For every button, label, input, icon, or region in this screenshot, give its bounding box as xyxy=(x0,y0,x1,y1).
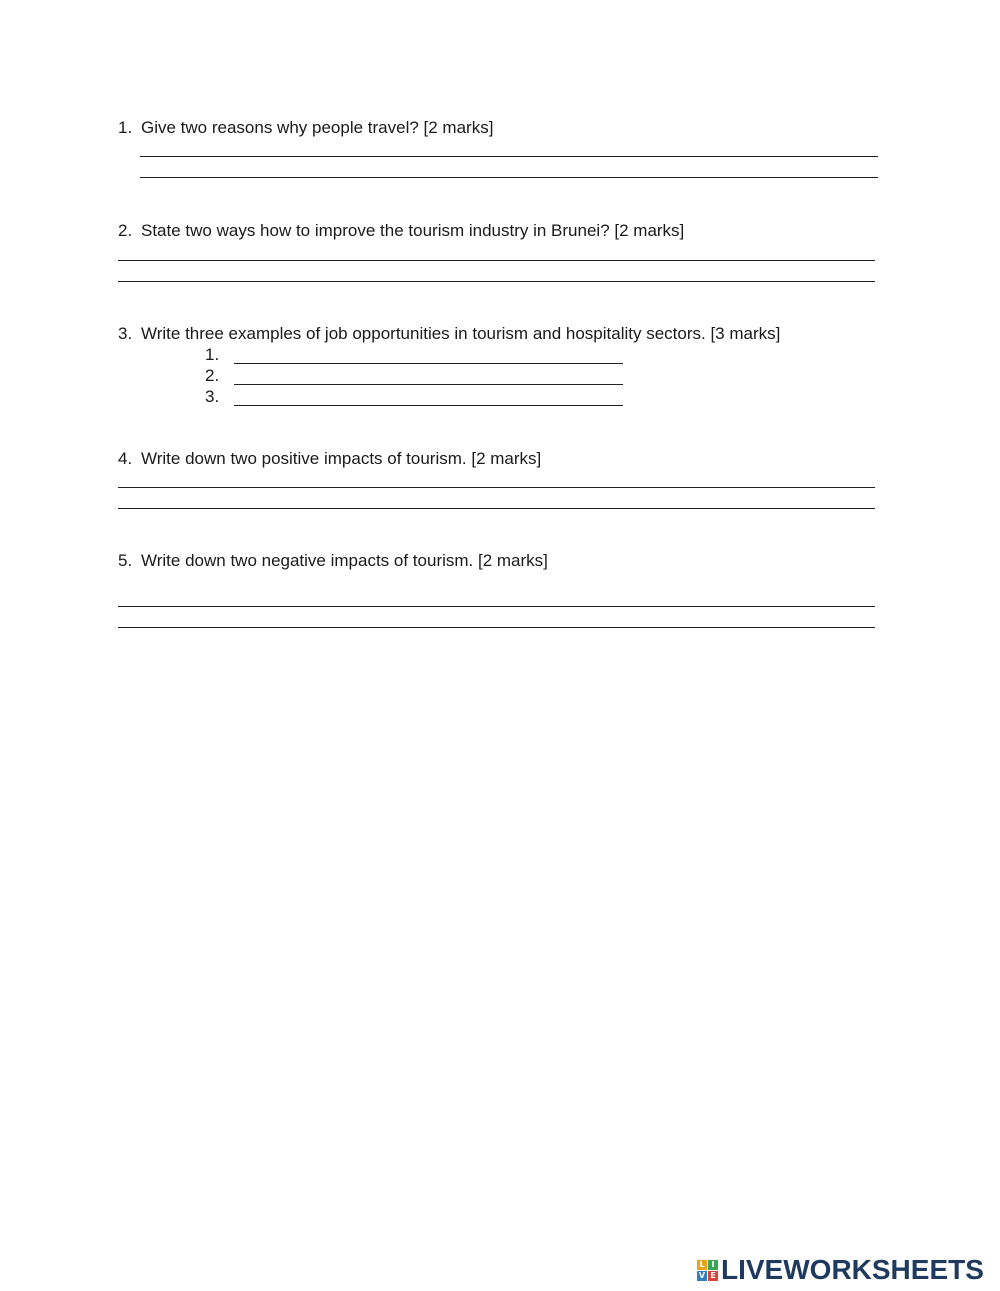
question-1-number: 1. xyxy=(118,118,133,137)
answer-line-1a[interactable] xyxy=(140,156,878,157)
question-2-text: State two ways how to improve the tourism industry in Brunei? [2 marks] xyxy=(141,221,685,240)
answer-line-1b[interactable] xyxy=(140,177,878,178)
question-3-subitem-2-number: 2. xyxy=(205,366,220,385)
logo-letter-v: V xyxy=(698,1270,706,1280)
question-5-text: Write down two negative impacts of tourism. [2 marks] xyxy=(141,551,548,570)
question-1-text: Give two reasons why people travel? [2 marks] xyxy=(141,118,494,137)
question-3-subitem-1-number: 1. xyxy=(205,345,220,364)
question-3-number: 3. xyxy=(118,324,133,343)
answer-line-2b[interactable] xyxy=(118,281,875,282)
answer-line-2a[interactable] xyxy=(118,260,875,261)
question-3-text: Write three examples of job opportunities in tourism and hospitality sectors. [3 marks] xyxy=(141,324,781,343)
answer-line-3-2[interactable] xyxy=(234,384,623,385)
liveworksheets-logo xyxy=(697,1255,984,1285)
question-4-text: Write down two positive impacts of tourism. [2 marks] xyxy=(141,449,542,468)
answer-line-5a[interactable] xyxy=(118,606,875,607)
question-4-number: 4. xyxy=(118,449,133,468)
logo-letter-l: L xyxy=(697,1260,707,1270)
logo-letter-i: I xyxy=(708,1260,718,1270)
logo-letter-e: E xyxy=(708,1271,718,1281)
answer-line-3-1[interactable] xyxy=(234,363,623,364)
question-3-subitem-3-number: 3. xyxy=(205,387,220,406)
answer-line-3-3[interactable] xyxy=(234,405,623,406)
answer-line-4b[interactable] xyxy=(118,508,875,509)
question-5-number: 5. xyxy=(118,551,133,570)
question-2-number: 2. xyxy=(118,221,133,240)
answer-line-4a[interactable] xyxy=(118,487,875,488)
logo-wordmark: LIVEWORKSHEETS xyxy=(721,1254,984,1285)
logo-mark-icon xyxy=(697,1260,718,1281)
answer-line-5b[interactable] xyxy=(118,627,875,628)
